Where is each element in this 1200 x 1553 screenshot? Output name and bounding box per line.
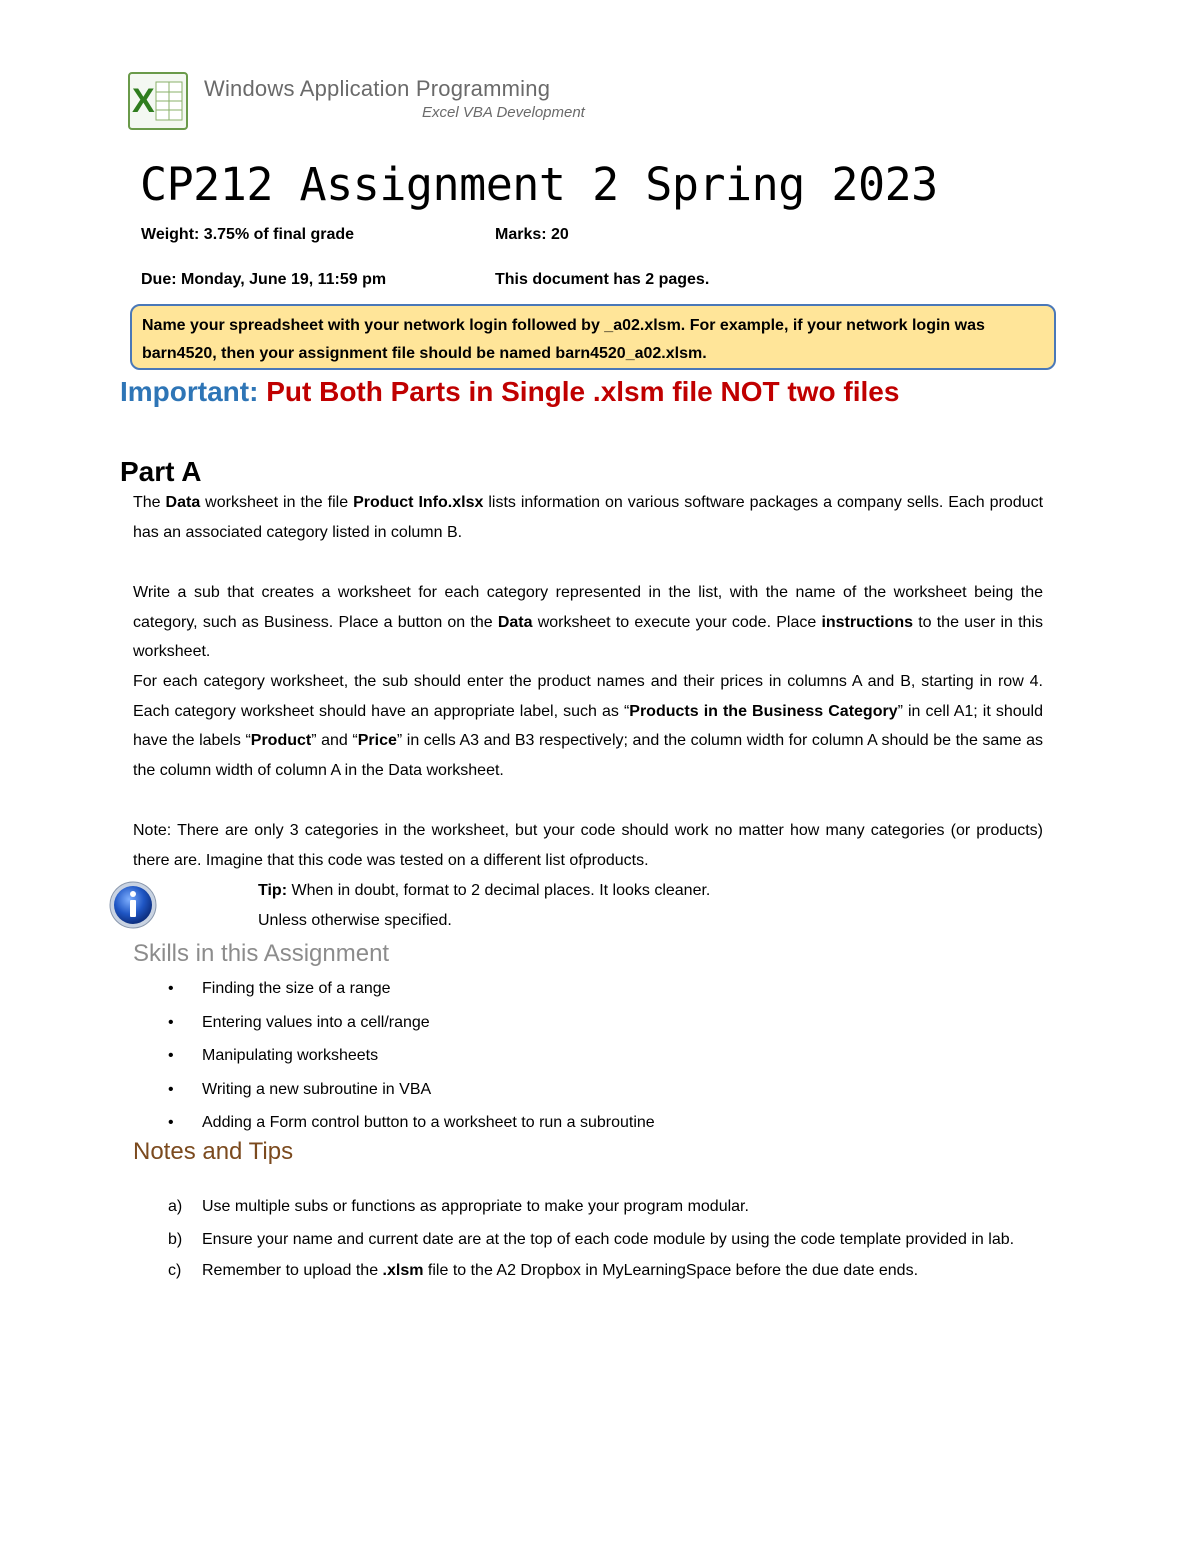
marks-info: Marks: 20 — [495, 226, 569, 243]
naming-note-box — [130, 304, 1056, 370]
header-title: Windows Application Programming — [204, 76, 551, 101]
notes-heading: Notes and Tips — [133, 1138, 294, 1165]
list-item: • Writing a new subroutine in VBA — [168, 1080, 432, 1098]
skills-list — [168, 976, 655, 1144]
list-item: • Entering values into a cell/range — [168, 1013, 430, 1031]
tip-line-2: Unless otherwise specified. — [258, 911, 452, 929]
info-icon — [108, 880, 158, 930]
important-label: Important: — [120, 376, 259, 407]
paragraph-intro: The Data worksheet in the file Product Info.xlsx lists information on various software packages a company sells. Each product has an associated category listed in column B. — [133, 494, 1044, 541]
excel-logo-icon — [128, 72, 188, 130]
list-item: • Manipulating worksheets — [168, 1047, 379, 1064]
notes-list — [168, 1192, 1058, 1288]
paragraph-note: Note: There are only 3 categories in the worksheet, but your code should work no matter how many categories (or products) there are. Imagine that this code was tested on a different list ofproducts. — [133, 822, 1043, 869]
tip-label: Tip: — [258, 882, 288, 899]
pages-info: This document has 2 pages. — [495, 271, 710, 288]
weight-info: Weight: 3.75% of final grade — [141, 226, 355, 243]
list-item: a) Use multiple subs or functions as appropriate to make your program modular. — [168, 1198, 749, 1215]
list-item: c) Remember to upload the .xlsm file to the A2 Dropbox in MyLearningSpace before the due date ends. — [168, 1262, 919, 1279]
list-item: b) Ensure your name and current date are at the top of each code module by using the code template provided in lab. — [168, 1231, 1015, 1248]
naming-note-text: Name your spreadsheet with your network login followed by _a02.xlsm. For example, if your network login was barn4520, then your assignment file should be named barn4520_a02.xlsm. — [142, 317, 985, 362]
part-a-heading: Part A — [120, 456, 202, 487]
logo-letter: X — [132, 82, 155, 120]
list-item: • Adding a Form control button to a worksheet to run a subroutine — [168, 1114, 655, 1131]
paragraph-task: Write a sub that creates a worksheet for each category represented in the list, with the name of the worksheet being the category, such as Business. Place a button on the Data worksheet to execute your code. Place instructions to the user in this worksheet. — [133, 584, 1044, 661]
document-title: CP212 Assignment 2 Spring 2023 — [140, 158, 938, 211]
tip-line-1: When in doubt, format to 2 decimal places. It looks cleaner. — [287, 882, 711, 899]
due-info: Due: Monday, June 19, 11:59 pm — [141, 271, 387, 288]
list-item: • Finding the size of a range — [168, 980, 391, 997]
tip-block — [258, 876, 710, 935]
important-banner — [120, 376, 899, 408]
header-subtitle: Excel VBA Development — [422, 104, 585, 121]
important-text: Put Both Parts in Single .xlsm file NOT two files — [266, 376, 900, 407]
paragraph-details: For each category worksheet, the sub should enter the product names and their prices in columns A and B, starting in row 4. Each category worksheet should have an appropriate label, such as “Products in the Business Category” in cell A1; it should have the labels “Product” and “Price” in cells A3 and B3 respectively; and the column width for column A should be the same as the column width of column A in the Data worksheet. — [133, 673, 1044, 779]
skills-heading: Skills in this Assignment — [133, 940, 390, 967]
